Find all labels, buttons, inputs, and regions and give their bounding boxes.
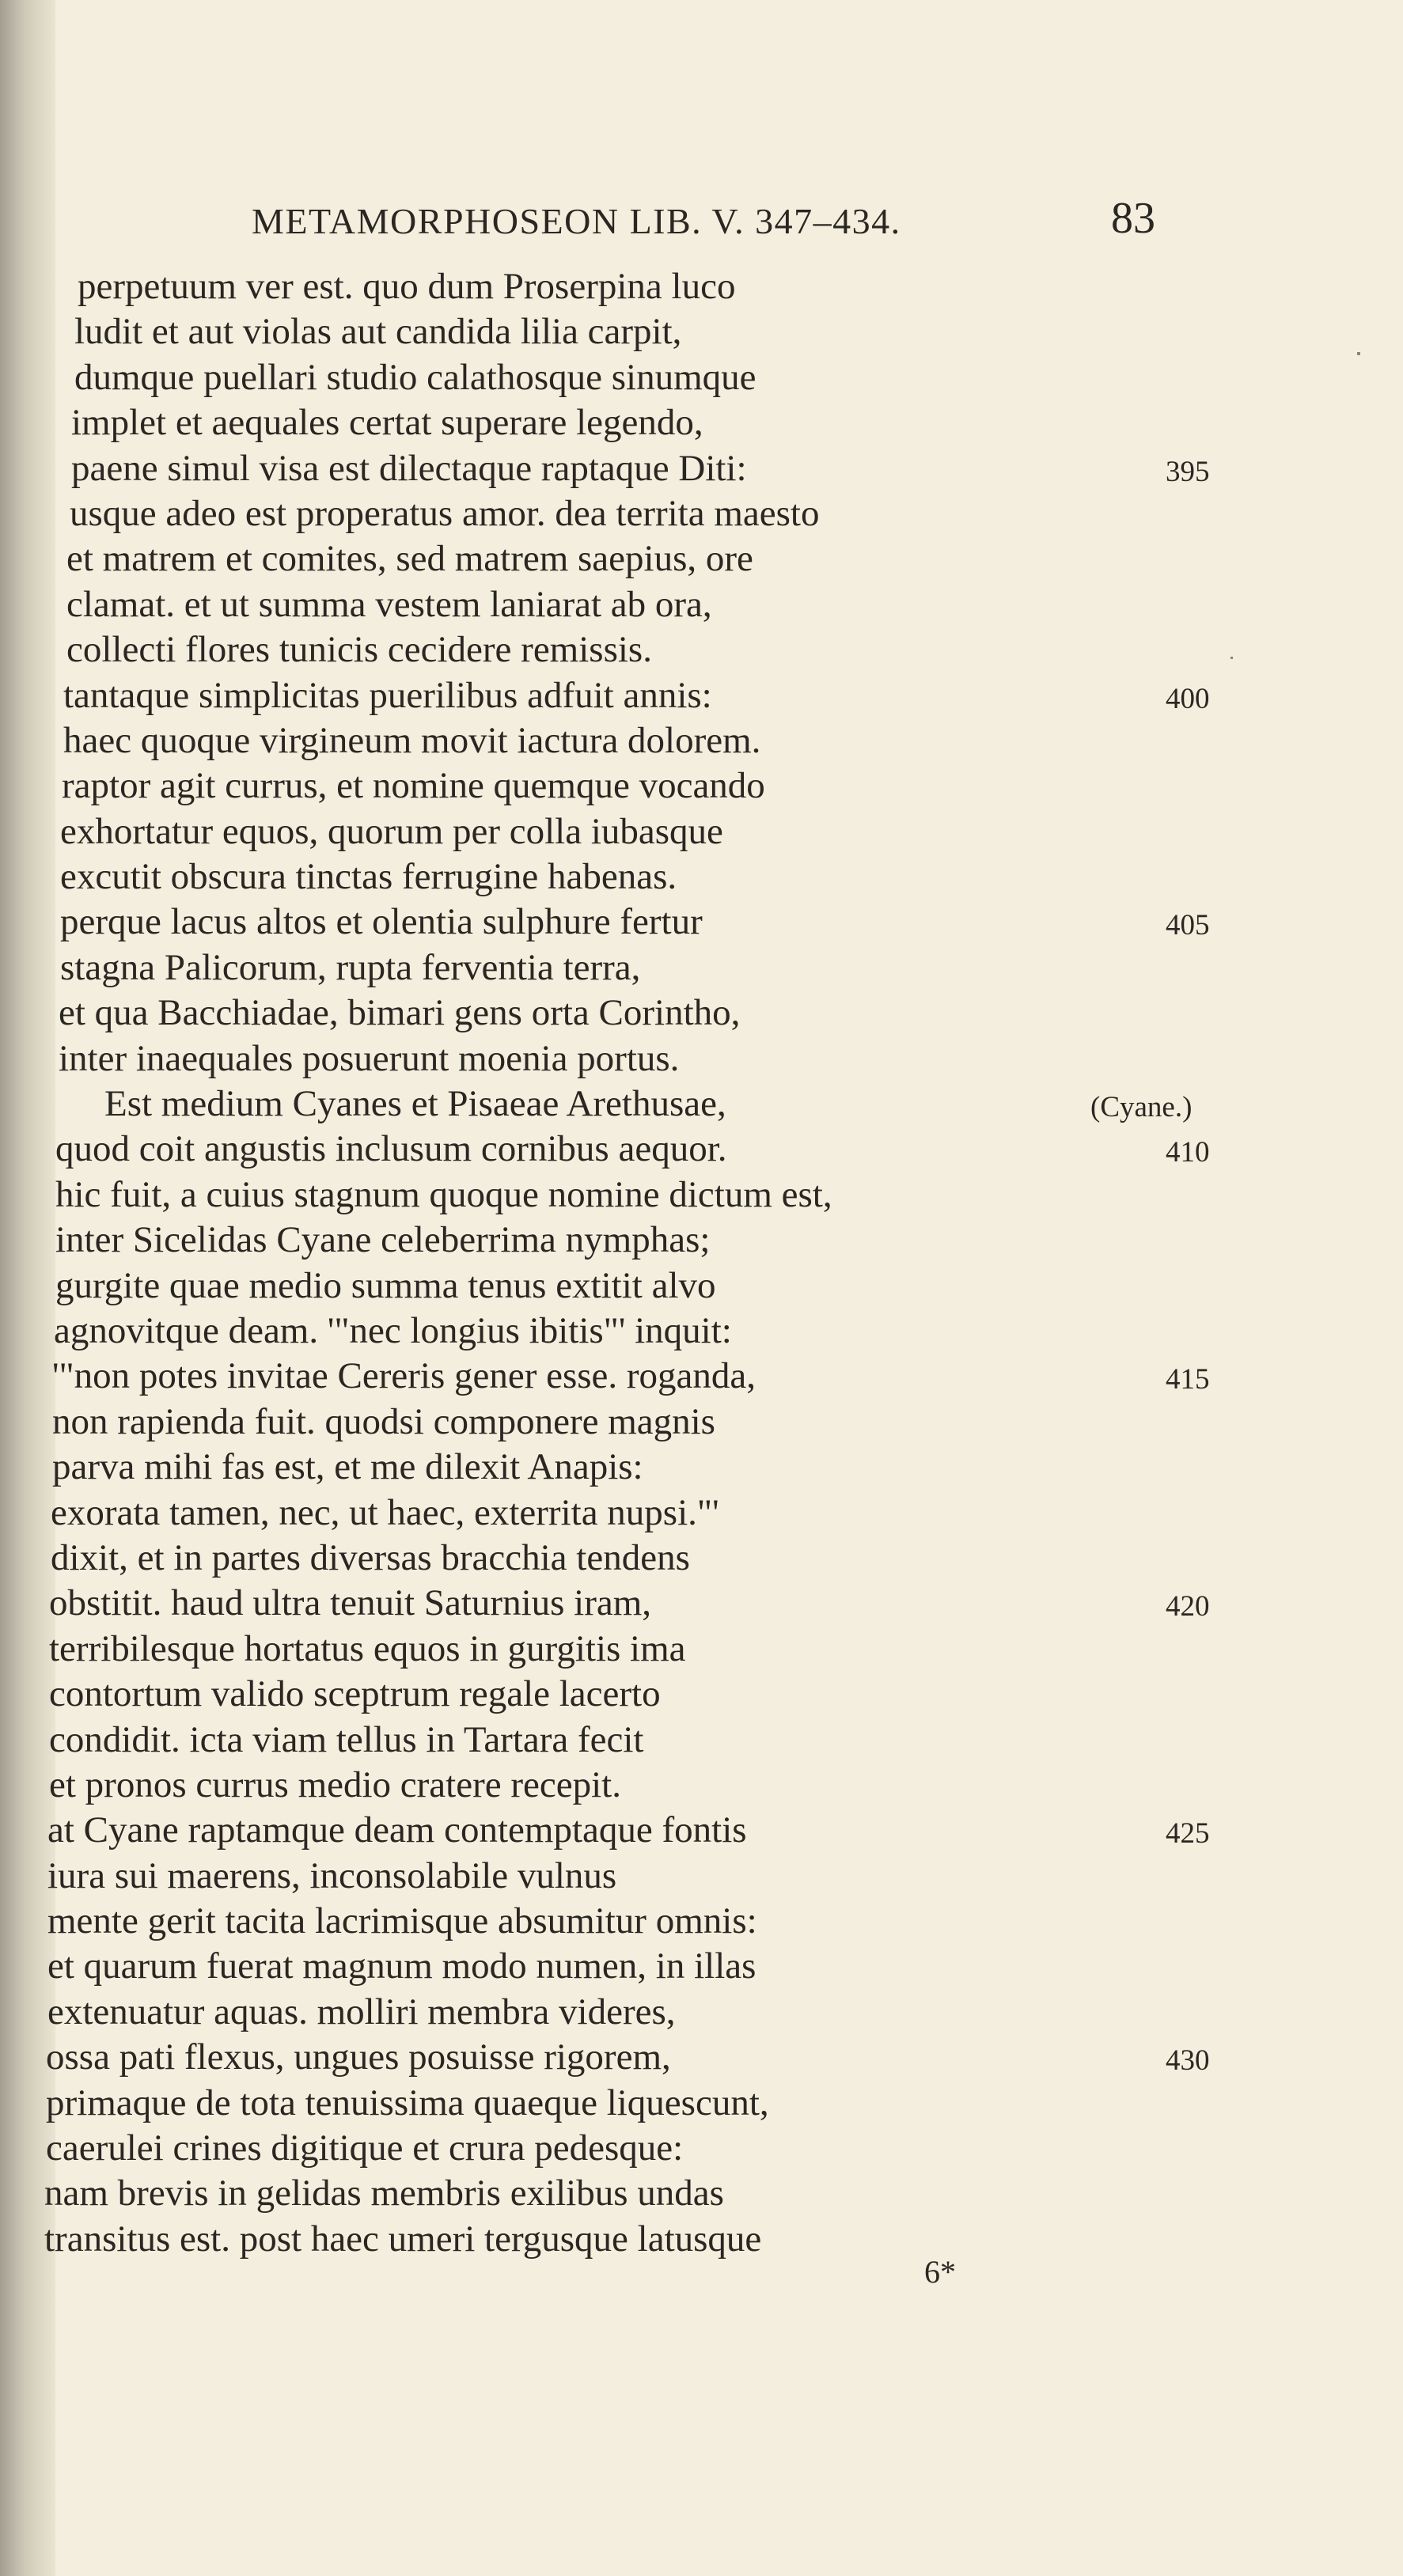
- verse-text: dumque puellari studio calathosque sinumque: [74, 356, 756, 398]
- verse-text: '"non potes invitae Cereris gener esse. roganda,: [52, 1355, 756, 1397]
- verse-text: extenuatur aquas. molliri membra videres,: [47, 1991, 676, 2032]
- verse-line: [0, 491, 1403, 536]
- line-number: 410: [1166, 1136, 1210, 1169]
- verse-text: primaque de tota tenuissima quaeque liquescunt,: [46, 2082, 769, 2123]
- verse-line: [0, 1854, 1403, 1899]
- paper-speck: [1357, 352, 1360, 355]
- verse-text: caerulei crines digitique et crura pedesque:: [46, 2127, 684, 2169]
- line-number: 400: [1166, 682, 1210, 715]
- verse-text: mente gerit tacita lacrimisque absumitur omnis:: [47, 1900, 757, 1942]
- page-number: 83: [1111, 194, 1155, 243]
- verse-text: implet et aequales certat superare legendo,: [71, 402, 703, 444]
- verse-text: exhortatur equos, quorum per colla iubasque: [60, 810, 723, 852]
- verse-line: [0, 1763, 1403, 1808]
- verse-text: perpetuum ver est. quo dum Proserpina luco: [78, 266, 736, 307]
- verse-text: at Cyane raptamque deam contemptaque fontis: [47, 1809, 747, 1851]
- verse-line: [0, 1263, 1403, 1309]
- line-number: 425: [1166, 1817, 1210, 1851]
- verse-line: [0, 718, 1403, 763]
- verse-text: quod coit angustis inclusum cornibus aequor.: [55, 1128, 727, 1170]
- verse-line: [0, 1354, 1403, 1399]
- line-number: 430: [1166, 2044, 1210, 2078]
- line-number: 415: [1166, 1363, 1210, 1396]
- verse-text: usque adeo est properatus amor. dea territa maesto: [70, 492, 820, 534]
- verse-text: iura sui maerens, inconsolabile vulnus: [47, 1854, 617, 1896]
- verse-text: non rapienda fuit. quodsi componere magnis: [52, 1400, 715, 1442]
- verse-text: stagna Palicorum, rupta ferventia terra,: [60, 946, 641, 988]
- line-number: 395: [1166, 455, 1210, 488]
- verse-block: [0, 264, 1403, 2262]
- verse-line: [0, 582, 1403, 627]
- verse-line: [0, 1491, 1403, 1536]
- verse-line: [0, 355, 1403, 400]
- verse-line: [0, 1445, 1403, 1490]
- verse-text: gurgite quae medio summa tenus extitit alvo: [55, 1264, 716, 1306]
- verse-line: [0, 1899, 1403, 1944]
- verse-line: [0, 1672, 1403, 1717]
- paper-speck: [1230, 657, 1233, 659]
- running-head: [0, 194, 1403, 249]
- verse-line: [0, 446, 1403, 491]
- verse-line: [0, 1400, 1403, 1445]
- running-title: METAMORPHOSEON LIB. V. 347–434.: [252, 201, 901, 241]
- verse-line: [0, 1536, 1403, 1581]
- verse-text: nam brevis in gelidas membris exilibus undas: [44, 2173, 724, 2214]
- verse-text: dixit, et in partes diversas bracchia tendens: [51, 1536, 690, 1578]
- line-number: 420: [1166, 1590, 1210, 1623]
- verse-line: [0, 400, 1403, 445]
- verse-line: [0, 2171, 1403, 2216]
- verse-line: [0, 1082, 1403, 1127]
- verse-text: et quarum fuerat magnum modo numen, in illas: [47, 1945, 756, 1987]
- verse-text: perque lacus altos et olentia sulphure fertur: [60, 901, 703, 943]
- verse-text: et qua Bacchiadae, bimari gens orta Corintho,: [59, 992, 741, 1034]
- verse-text: transitus est. post haec umeri tergusque latusque: [44, 2218, 762, 2260]
- verse-line: [0, 1127, 1403, 1172]
- verse-line: [0, 1581, 1403, 1626]
- verse-line: [0, 1218, 1403, 1263]
- verse-line: [0, 1036, 1403, 1082]
- marginal-note: (Cyane.): [1090, 1091, 1193, 1124]
- signature-mark: 6*: [924, 2254, 956, 2290]
- verse-line: [0, 1172, 1403, 1218]
- verse-line: [0, 2035, 1403, 2080]
- verse-line: [0, 627, 1403, 672]
- verse-text: collecti flores tunicis cecidere remissis.: [66, 629, 652, 671]
- verse-text: condidit. icta viam tellus in Tartara fecit: [49, 1718, 644, 1760]
- verse-line: [0, 900, 1403, 945]
- verse-line: [0, 1808, 1403, 1853]
- verse-line: [0, 264, 1403, 309]
- verse-line: [0, 763, 1403, 809]
- verse-text: terribilesque hortatus equos in gurgitis ima: [49, 1627, 686, 1669]
- verse-line: [0, 991, 1403, 1036]
- verse-line: [0, 536, 1403, 581]
- verse-text: et matrem et comites, sed matrem saepius, ore: [66, 538, 753, 580]
- verse-text: hic fuit, a cuius stagnum quoque nomine dictum est,: [55, 1173, 832, 1215]
- verse-line: [0, 2217, 1403, 2262]
- verse-line: [0, 854, 1403, 900]
- verse-line: [0, 1627, 1403, 1672]
- verse-text: excutit obscura tinctas ferrugine habenas.: [60, 856, 677, 898]
- verse-text: haec quoque virgineum movit iactura dolorem.: [63, 719, 761, 761]
- verse-line: [0, 1990, 1403, 2035]
- verse-text: obstitit. haud ultra tenuit Saturnius iram,: [49, 1582, 652, 1624]
- line-number: 405: [1166, 909, 1210, 942]
- verse-text: inter inaequales posuerunt moenia portus.: [59, 1037, 680, 1079]
- verse-line: [0, 1944, 1403, 1989]
- verse-line: [0, 809, 1403, 854]
- verse-text: tantaque simplicitas puerilibus adfuit annis:: [63, 674, 712, 716]
- verse-text: et pronos currus medio cratere recepit.: [49, 1763, 621, 1805]
- verse-line: [0, 945, 1403, 991]
- verse-line: [0, 673, 1403, 718]
- verse-line: [0, 2126, 1403, 2171]
- verse-line: [0, 309, 1403, 354]
- verse-text: ludit et aut violas aut candida lilia carpit,: [74, 311, 682, 353]
- verse-text: paene simul visa est dilectaque raptaque Diti:: [71, 447, 747, 489]
- verse-text: agnovitque deam. '"nec longius ibitis"' inquit:: [54, 1309, 732, 1351]
- verse-line: [0, 2081, 1403, 2126]
- verse-text: exorata tamen, nec, ut haec, exterrita nupsi."': [51, 1491, 719, 1533]
- verse-text: contortum valido sceptrum regale lacerto: [49, 1673, 661, 1715]
- verse-line: [0, 1309, 1403, 1354]
- verse-line: [0, 1718, 1403, 1763]
- verse-text: inter Sicelidas Cyane celeberrima nymphas;: [55, 1219, 711, 1261]
- verse-text: clamat. et ut summa vestem laniarat ab ora,: [66, 583, 712, 625]
- verse-text: parva mihi fas est, et me dilexit Anapis:: [52, 1446, 643, 1488]
- verse-text: Est medium Cyanes et Pisaeae Arethusae,: [104, 1083, 726, 1125]
- verse-text: raptor agit currus, et nomine quemque vocando: [62, 765, 765, 807]
- verse-text: ossa pati flexus, ungues posuisse rigorem,: [46, 2036, 671, 2078]
